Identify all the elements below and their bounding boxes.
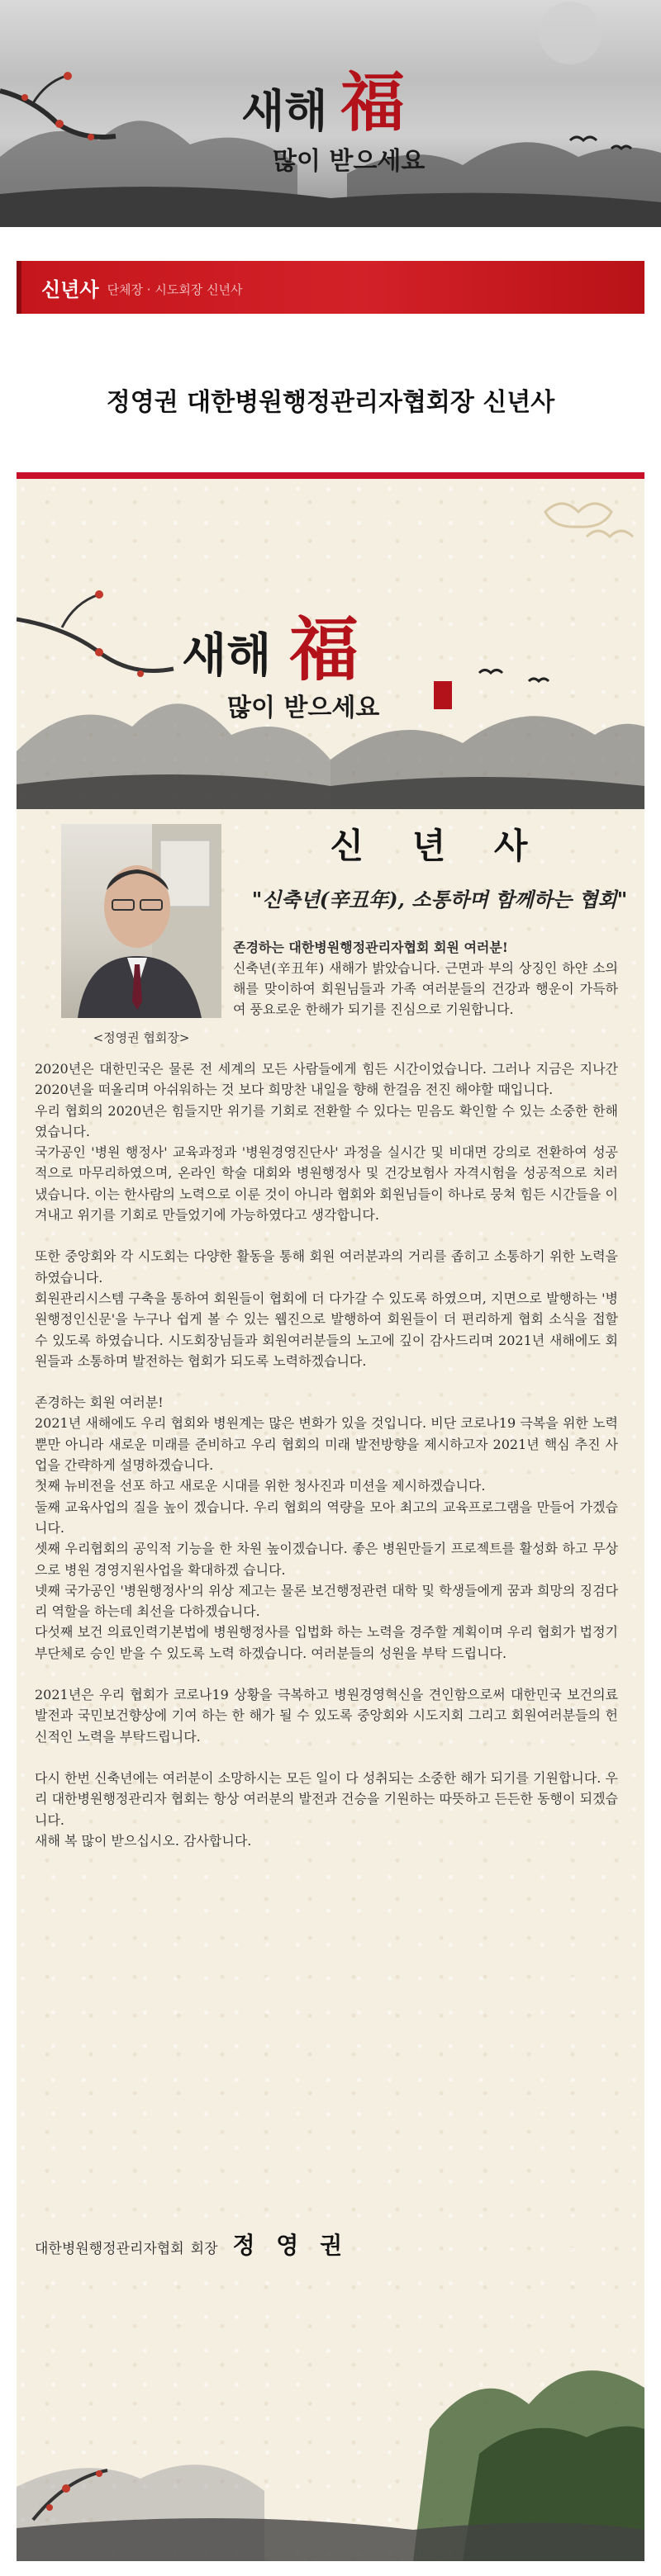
body-paragraph: 셋째 우리협회의 공익적 기능을 한 차원 높이겠습니다. 좋은 병원만들기 프로젝트를 활성화 하고 무상으로 병원 경영지원사업을 확대하겠 습니다. [35, 1541, 618, 1578]
body-paragraph: 우리 협회의 2020년은 힘들지만 위기를 기회로 전환할 수 있다는 믿음도 확인할 수 있는 소중한 한해였습니다. [35, 1102, 618, 1139]
new-year-letter-card [17, 472, 644, 2561]
signature [35, 2228, 618, 2261]
letter-body [35, 1058, 618, 1851]
paragraph-spacer [35, 1225, 618, 1246]
body-paragraph: 첫째 뉴비전을 선포 하고 새로운 시대를 위한 청사진과 미션을 제시하겠습니다. [35, 1478, 486, 1494]
banner-calligraphy-sub: 많이 받으세요 [273, 147, 426, 176]
body-paragraph: 2021년 새해에도 우리 협회와 병원계는 많은 변화가 있을 것입니다. 비단 코로나19 극복을 위한 노력뿐만 아니라 새로운 미래를 준비하고 우리 협회의 미래 발전방향을 제시하고자 2021년 핵심 추진 사업을 간략하게 설명하겠습니다. [35, 1415, 618, 1474]
body-paragraph: 다시 한번 신축년에는 여러분이 소망하시는 모든 일이 다 성취되는 소중한 해가 되기를 기원합니다. 우리 대한병원행정관리자 협회는 항상 여러분의 발전과 건승을 기원하는 따뜻하고 든든한 동행이 되겠습니다. [35, 1769, 618, 1828]
signature-role: 회장 [190, 2241, 218, 2257]
section-accent [17, 261, 21, 314]
body-paragraph: 2020년은 대한민국은 물론 전 세계의 모든 사람들에게 힘든 시간이었습니다. 그러나 지금은 지나간 2020년을 떠올리며 아쉬워하는 것 보다 희망찬 내일을 향해 한걸음 전진 해야할 때입니다. [35, 1061, 618, 1098]
body-paragraph: 2021년은 우리 협회가 코로나19 상황을 극복하고 병원경영혁신을 견인함으로써 대한민국 보건의료발전과 국민보건향상에 기여 하는 한 해가 될 수 있도록 중앙회와 시도지회 그리고 회원여러분들의 헌신적인 노력을 부탁드립니다. [35, 1687, 618, 1745]
body-paragraph: 다섯째 보건 의료인력기본법에 병원행정사를 입법화 하는 노력을 경주할 계획이며 우리 협회가 법정기부단체로 승인 받을 수 있도록 노력 하겠습니다. 여러분들의 성원을 부탁 드립니다. [35, 1624, 618, 1661]
body-paragraph: 회원관리시스템 구축을 통하여 회원들이 협회에 더 다가갈 수 있도록 하였으며, 지면으로 발행하는 '병원행정인신문'을 누구나 쉽게 볼 수 있는 웹진으로 발행하여 회원들이 더 편리하게 협회 소식을 접할 수 있도록 하였습니다. 시도회장님들과 회원여러분들의 노고에 깊이 감사드리며 2021년 새해에도 회원들과 소통하며 발전하는 협회가 되도록 노력하겠습니다. [35, 1290, 618, 1369]
body-paragraph: 국가공인 '병원 행정사' 교육과정과 '병원경영진단사' 과정을 실시간 및 비대면 강의로 전환하여 성공적으로 마무리하였으며, 온라인 학술 대회와 병원행정사 및 건강보험사 자격시험을 성공적으로 치러 냈습니다. 이는 한사람의 노력으로 이룬 것이 아니라 협회와 회원님들이 하나로 뭉쳐 힘든 시간들을 이겨내고 위기를 기회로 만들었기에 가능하였다고 생각합니다. [35, 1144, 618, 1224]
paragraph-spacer [35, 1664, 618, 1684]
paragraph-spacer [35, 1371, 618, 1392]
body-paragraph: 둘째 교육사업의 질을 높이 겠습니다. 우리 협회의 역량을 모아 최고의 교육프로그램을 만들어 가겠습니다. [35, 1499, 618, 1536]
section-header-bar [17, 261, 644, 314]
letter-title: 신 년 사 [330, 826, 546, 866]
portrait-illustration [61, 824, 221, 1018]
signature-name: 정 영 권 [232, 2232, 350, 2259]
section-subtitle: 단체장 · 시도회장 신년사 [107, 282, 243, 297]
banner-ink-painting [0, 0, 661, 227]
letter-calligraphy-bok: 福 [289, 608, 359, 690]
letter-subtitle: "신축년(辛丑年), 소통하며 함께하는 협회" [251, 888, 628, 912]
banner-calligraphy-main: 새해 [241, 84, 328, 137]
body-paragraph: 존경하는 회원 여러분! [35, 1395, 164, 1411]
banner-calligraphy-bok: 福 [340, 65, 406, 140]
new-year-banner [0, 0, 661, 227]
president-photo [61, 824, 221, 1018]
body-paragraph: 넷째 국가공인 '병원행정사'의 위상 제고는 물론 보건행정관련 대학 및 학생들에게 꿈과 희망의 징검다리 역할을 하는데 최선을 다하겠습니다. [35, 1582, 618, 1620]
letter-calligraphy-main: 새해 [182, 628, 272, 683]
photo-caption: <정영권 협회장> [93, 1030, 190, 1045]
intro-greeting: 존경하는 대한병원행정관리자협회 회원 여러분! [233, 940, 508, 955]
intro-text: 신축년(辛丑年) 새해가 밝았습니다. 근면과 부의 상징인 하얀 소의 해를 맞이하여 회원님들과 가족 여러분들의 건강과 행운이 가득하여 풍요로운 한해가 되기를 진심으로 기원합니다. [233, 960, 618, 1017]
section-title: 신년사 [41, 277, 99, 301]
body-paragraph: 또한 중앙회와 각 시도회는 다양한 활동을 통해 회원 여러분과의 거리를 좁히고 소통하기 위한 노력을 하였습니다. [35, 1248, 618, 1286]
paragraph-spacer [35, 1747, 618, 1768]
letter-footer-ink-art [17, 2313, 644, 2561]
letter-intro [233, 937, 618, 1020]
signature-organization: 대한병원행정관리자협회 [35, 2241, 184, 2257]
body-paragraph: 새해 복 많이 받으십시오. 감사합니다. [35, 1832, 252, 1849]
letter-calligraphy-sub: 많이 받으세요 [227, 694, 380, 722]
page-title: 정영권 대한병원행정관리자협회장 신년사 [106, 388, 555, 417]
